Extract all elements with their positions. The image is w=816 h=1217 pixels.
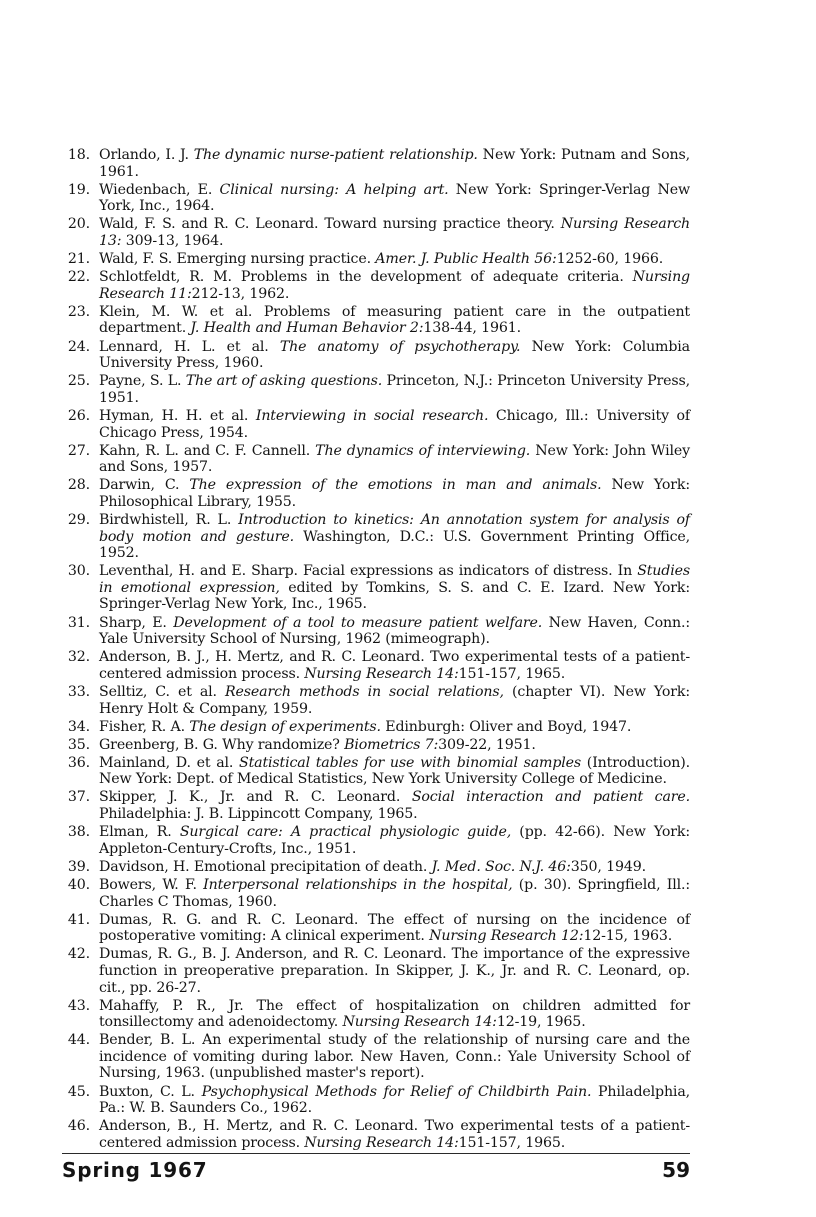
reference-number: 39. <box>67 858 90 875</box>
reference-text: Anderson, B. J., H. Mertz, and R. C. Leonard. Two experimental tests of a patient-centered admission process. <box>99 649 690 682</box>
reference-text: Mainland, D. et al. <box>99 754 240 771</box>
reference-number: 38. <box>67 824 90 841</box>
reference-text: New York: Columbia University Press, 1960. <box>99 338 690 372</box>
reference-text: Sharp, E. <box>99 614 174 631</box>
reference-text: Darwin, C. <box>99 477 190 494</box>
reference-item <box>64 719 690 736</box>
reference-text: Klein, M. W. et al. Problems of measuring patient care in the outpatient department. <box>99 303 690 337</box>
reference-number: 20. <box>67 216 90 233</box>
reference-text: Dumas, R. G., B. J. Anderson, and R. C. Leonard. The importance of the expressive function in preoperative preparation. In Skipper, J. K., Jr. and R. C. Leonard, op. cit., pp. 26-27. <box>99 946 690 996</box>
reference-title-italic: Psychophysical Methods for Relief of Childbirth Pain. <box>201 1083 592 1100</box>
reference-list <box>64 147 690 1153</box>
reference-text: Anderson, B., H. Mertz, and R. C. Leonard. Two experimental tests of a patient-centered admission process. <box>99 1118 690 1151</box>
reference-title-italic: The dynamic nurse-patient relationship. <box>193 147 478 163</box>
reference-title-italic: Studies in emotional expression, <box>99 563 690 596</box>
reference-text: (p. 30). Springfield, Ill.: Charles C Thomas, 1960. <box>99 876 690 910</box>
reference-text: Lennard, H. L. et al. <box>99 338 280 355</box>
reference-item <box>64 755 690 788</box>
reference-text: 138-44, 1961. <box>423 320 521 337</box>
reference-item <box>64 147 690 180</box>
reference-item <box>64 912 690 945</box>
reference-item <box>64 477 690 510</box>
issue-label: Spring 1967 <box>62 1158 208 1182</box>
reference-item <box>64 877 690 910</box>
reference-text: New York: John Wiley and Sons, 1957. <box>99 442 690 476</box>
reference-title-italic: Nursing Research 14: <box>304 1134 459 1151</box>
reference-number: 35. <box>67 736 90 753</box>
reference-title-italic: Interpersonal relationships in the hospital, <box>203 876 513 893</box>
reference-number: 27. <box>67 442 90 459</box>
reference-text: Wald, F. S. and R. C. Leonard. Toward nursing practice theory. <box>99 216 561 233</box>
reference-item <box>64 304 690 337</box>
reference-number: 43. <box>67 997 90 1014</box>
reference-item <box>64 1032 690 1082</box>
reference-number: 29. <box>67 511 90 528</box>
reference-text: New Haven, Conn.: Yale University School of Nursing, 1962 (mimeograph). <box>99 614 690 648</box>
reference-item <box>64 216 690 249</box>
reference-text: Edinburgh: Oliver and Boyd, 1947. <box>380 718 632 735</box>
reference-title-italic: Statistical tables for use with binomial samples <box>239 754 582 771</box>
reference-text: Chicago, Ill.: University of Chicago Press, 1954. <box>99 407 690 441</box>
reference-text: Leventhal, H. and E. Sharp. Facial expressions as indicators of distress. In <box>99 563 638 580</box>
reference-text: New York: Springer-Verlag New York, Inc., 1964. <box>99 181 690 215</box>
reference-text: Orlando, I. J. <box>99 147 194 163</box>
reference-number: 19. <box>67 181 90 198</box>
reference-title-italic: J. Health and Human Behavior 2: <box>190 320 424 337</box>
reference-number: 46. <box>67 1118 90 1135</box>
reference-title-italic: Nursing Research 14: <box>342 1014 497 1031</box>
reference-number: 33. <box>67 683 90 700</box>
reference-text: 1252-60, 1966. <box>556 251 664 268</box>
footer-rule <box>62 1153 690 1154</box>
reference-title-italic: Biometrics 7: <box>344 736 439 753</box>
reference-item <box>64 563 690 613</box>
reference-item <box>64 859 690 876</box>
reference-title-italic: Social interaction and patient care. <box>411 789 690 806</box>
reference-text: Greenberg, B. G. Why randomize? <box>99 736 345 753</box>
reference-text: Fisher, R. A. <box>99 718 190 735</box>
reference-item <box>64 789 690 822</box>
reference-text: Skipper, J. K., Jr. and R. C. Leonard. <box>99 789 412 806</box>
reference-title-italic: Research methods in social relations, <box>224 683 504 700</box>
reference-number: 28. <box>67 477 90 494</box>
reference-text: New York: Putnam and Sons, 1961. <box>99 147 690 180</box>
reference-number: 37. <box>67 789 90 806</box>
reference-text: Mahaffy, P. R., Jr. The effect of hospitalization on children admitted for tonsillectomy and adenoidectomy. <box>99 997 690 1031</box>
reference-text: New York: Philosophical Library, 1955. <box>99 477 690 510</box>
reference-text: Davidson, H. Emotional precipitation of death. <box>99 858 432 875</box>
reference-title-italic: The anatomy of psychotherapy. <box>279 338 521 355</box>
reference-text: Schlotfeldt, R. M. Problems in the development of adequate criteria. <box>99 269 633 286</box>
reference-number: 22. <box>67 269 90 286</box>
reference-number: 32. <box>67 649 90 666</box>
reference-text: Dumas, R. G. and R. C. Leonard. The effect of nursing on the incidence of postoperative vomiting: A clinical experiment. <box>99 911 690 945</box>
reference-number: 31. <box>67 614 90 631</box>
reference-item <box>64 684 690 717</box>
reference-text: (pp. 42-66). New York: Appleton-Century-Crofts, Inc., 1951. <box>99 824 691 857</box>
reference-title-italic: Nursing Research 12: <box>429 928 584 945</box>
reference-text: Birdwhistell, R. L. <box>99 511 239 528</box>
reference-text: Kahn, R. L. and C. F. Cannell. <box>99 442 316 459</box>
reference-title-italic: Interviewing in social research. <box>255 407 489 424</box>
reference-title-italic: The design of experiments. <box>189 718 381 735</box>
reference-text: 350, 1949. <box>570 858 647 875</box>
reference-text: 309-13, 1964. <box>121 232 224 249</box>
reference-item <box>64 649 690 682</box>
reference-number: 44. <box>67 1032 90 1049</box>
reference-item <box>64 1118 690 1151</box>
reference-text: 12-15, 1963. <box>583 928 673 945</box>
reference-title-italic: Clinical nursing: A helping art. <box>219 181 449 198</box>
reference-text: 12-19, 1965. <box>496 1014 586 1031</box>
reference-number: 24. <box>67 338 90 355</box>
reference-title-italic: The dynamics of interviewing. <box>315 442 531 459</box>
reference-title-italic: Surgical care: A practical physiologic guide, <box>179 824 512 841</box>
reference-number: 41. <box>67 911 90 928</box>
reference-item <box>64 824 690 857</box>
reference-item <box>64 615 690 648</box>
reference-item <box>64 737 690 754</box>
reference-item <box>64 269 690 302</box>
reference-title-italic: J. Med. Soc. N.J. 46: <box>431 858 571 875</box>
reference-text: 212-13, 1962. <box>191 285 290 302</box>
reference-text: Philadelphia: J. B. Lippincott Company, 1965. <box>99 806 418 823</box>
reference-title-italic: Nursing Research 13: <box>99 216 691 249</box>
reference-text: 151-157, 1965. <box>458 1134 566 1151</box>
reference-number: 45. <box>67 1083 90 1100</box>
reference-number: 42. <box>67 946 90 963</box>
reference-item <box>64 512 690 562</box>
reference-number: 36. <box>67 754 90 771</box>
reference-item <box>64 182 690 215</box>
reference-title-italic: Development of a tool to measure patient welfare. <box>173 614 543 631</box>
reference-item <box>64 443 690 476</box>
reference-title-italic: The expression of the emotions in man and animals. <box>189 477 602 494</box>
reference-item <box>64 998 690 1031</box>
reference-text: (Introduction). New York: Dept. of Medical Statistics, New York University College of Medicine. <box>99 754 690 788</box>
reference-text: 309-22, 1951. <box>438 736 536 753</box>
reference-text: Bowers, W. F. <box>99 876 204 893</box>
reference-text: Payne, S. L. <box>99 373 186 390</box>
reference-text: Wiedenbach, E. <box>99 181 220 198</box>
reference-text: Bender, B. L. An experimental study of the relationship of nursing care and the incidence of vomiting during labor. New Haven, Conn.: Yale University School of Nursing, 1963. (unpublished master's report). <box>99 1032 690 1082</box>
reference-number: 30. <box>67 563 90 580</box>
reference-text: (chapter VI). New York: Henry Holt & Company, 1959. <box>99 683 690 717</box>
reference-text: Elman, R. <box>99 824 180 841</box>
reference-title-italic: Introduction to kinetics: An annotation system for analysis of body motion and gesture. <box>99 511 690 545</box>
reference-text: Hyman, H. H. et al. <box>99 407 256 424</box>
reference-item <box>64 946 690 996</box>
reference-item <box>64 373 690 406</box>
reference-item <box>64 251 690 268</box>
reference-title-italic: Amer. J. Public Health 56: <box>375 251 557 268</box>
reference-item <box>64 339 690 372</box>
reference-number: 40. <box>67 876 90 893</box>
reference-title-italic: Nursing Research 11: <box>99 269 690 302</box>
reference-number: 18. <box>67 147 90 163</box>
reference-text: 151-157, 1965. <box>458 665 566 682</box>
reference-number: 25. <box>67 373 90 390</box>
reference-text: Princeton, N.J.: Princeton University Press, 1951. <box>99 373 690 406</box>
reference-item <box>64 408 690 441</box>
reference-number: 34. <box>67 718 90 735</box>
reference-text: Wald, F. S. Emerging nursing practice. <box>99 251 376 268</box>
reference-number: 23. <box>67 303 90 320</box>
reference-text: Buxton, C. L. <box>99 1083 202 1100</box>
reference-text: edited by Tomkins, S. S. and C. E. Izard. New York: Springer-Verlag New York, Inc., 1965. <box>99 579 690 613</box>
reference-text: Selltiz, C. et al. <box>99 683 225 700</box>
reference-text: Philadelphia, Pa.: W. B. Saunders Co., 1962. <box>99 1083 690 1117</box>
page-number: 59 <box>662 1158 690 1182</box>
reference-number: 21. <box>67 251 90 268</box>
reference-title-italic: Nursing Research 14: <box>304 665 459 682</box>
reference-item <box>64 1084 690 1117</box>
reference-number: 26. <box>67 407 90 424</box>
reference-title-italic: The art of asking questions. <box>185 373 383 390</box>
reference-text: Washington, D.C.: U.S. Government Printing Office, 1952. <box>99 528 690 562</box>
